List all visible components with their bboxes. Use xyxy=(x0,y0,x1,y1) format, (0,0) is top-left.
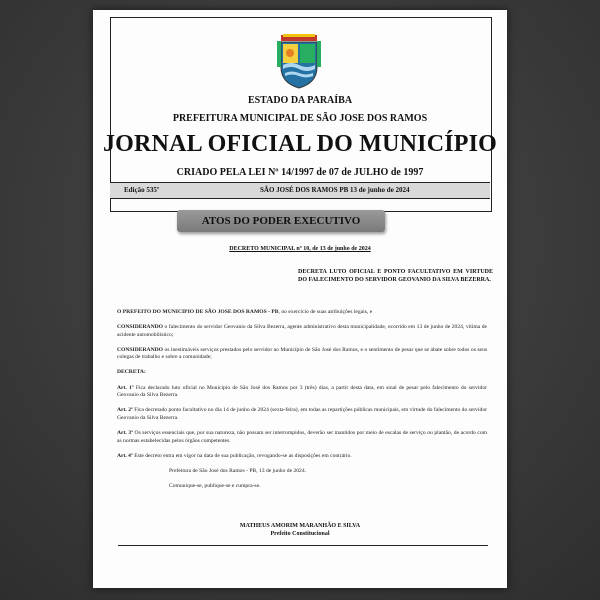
prefecture-heading: PREFEITURA MUNICIPAL DE SÃO JOSE DOS RAMOS xyxy=(172,113,428,124)
signer-role: Prefeito Constitucional xyxy=(270,531,330,537)
decree-body xyxy=(117,309,487,498)
article-4: Art. 4º Este decreto entra em vigor na data de sua publicação, revogando-se as disposições em contrário. xyxy=(117,452,352,459)
place-date: SÃO JOSÉ DOS RAMOS PB 13 de junho de 2024 xyxy=(260,186,410,194)
state-heading: ESTADO DA PARAÍBA xyxy=(247,95,353,106)
signature-block xyxy=(93,522,507,538)
considering-1: CONSIDERANDO o falecimento do servidor Geovanio da Silva Bezerra, agente administrativo desta municipalidade, ocorrido em 13 de junho de 2024, vítima de acidente automobilístico; xyxy=(117,324,487,338)
edition-number: Edição 535º xyxy=(124,186,160,194)
decree-title: DECRETO MUNICIPAL nº 10, de 13 de junho de 2024 xyxy=(229,246,371,252)
journal-title: JORNAL OFICIAL DO MUNICÍPIO xyxy=(102,131,498,157)
article-2: Art. 2º Fica decretado ponto facultativo no dia 14 de junho de 2024 (sexta-feira), em todas as repartições públicas municipais, em virtude do falecimento do servidor Geovanio da Silva Bezerra. xyxy=(117,407,487,421)
section-banner: ATOS DO PODER EXECUTIVO xyxy=(177,210,385,232)
article-1: Art. 1º Fica declarado luto oficial no Município de São José dos Ramos por 3 (três) dias, a partir desta data, em sinal de pesar pelo falecimento do servidor Geovanio da Silva Bezerra. xyxy=(117,384,487,399)
signer-name: MATHEUS AMORIM MARANHÃO E SILVA xyxy=(239,523,361,529)
preamble: O PREFEITO DO MUNICIPIO DE SÃO JOSE DOS RAMOS - PB, no exercício de suas atribuições legais, e xyxy=(117,309,373,315)
article-3: Art. 3º Os serviços essenciais que, por sua natureza, não possam ser interrompidos, deverão ser mantidos por meio de escalas de serviço ou plantão, de acordo com as normas estabelecidas pelos órgãos competentes. xyxy=(117,429,488,444)
journal-page xyxy=(93,10,507,588)
closing-place: Prefeitura de São José dos Ramos - PB, 13 de junho de 2024. xyxy=(169,467,307,474)
municipal-crest-icon xyxy=(277,33,321,89)
edition-bar xyxy=(110,182,490,199)
decree-summary: DECRETA LUTO OFICIAL E PONTO FACULTATIVO EM VIRTUDE DO FALECIMENTO DO SERVIDOR GEOVANIO DA SILVA BEZERRA. xyxy=(298,269,493,283)
closing-publish: Comunique-se, publique-se e cumpra-se. xyxy=(169,482,261,489)
decrees-label: DECRETA: xyxy=(117,369,146,376)
footer-rule xyxy=(118,545,488,546)
considering-2: CONSIDERANDO os inestimáveis serviços prestados pelo servidor ao Município de São José dos Ramos, e o sentimento de pesar que se abate sobre todos os seus colegas de trabalho e sobre a comunidade; xyxy=(117,346,487,361)
creation-law-line: CRIADO PELA LEI Nº 14/1997 de 07 de JULHO de 1997 xyxy=(176,167,424,178)
